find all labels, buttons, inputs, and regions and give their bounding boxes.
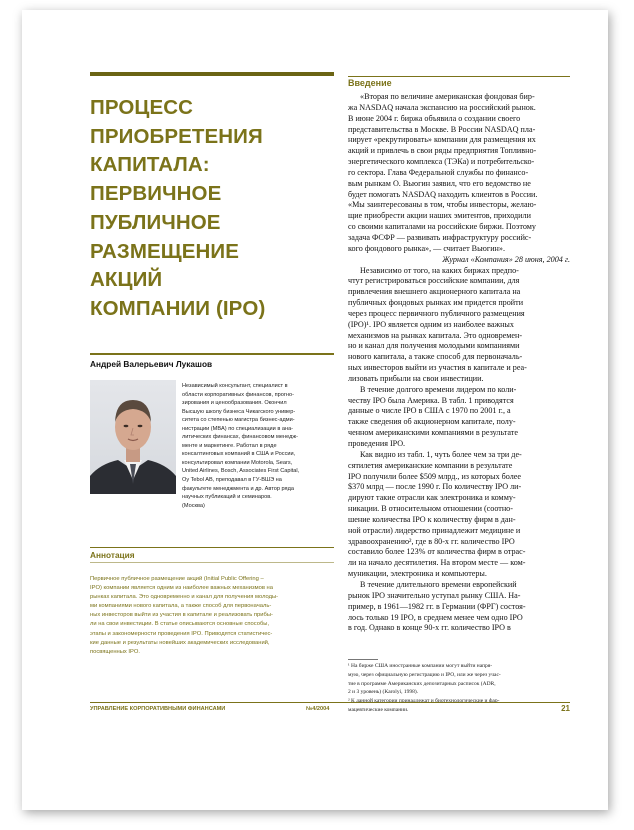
body-line: честву IPO была Америка. В табл. 1 приводятся [348, 395, 514, 405]
bio-line: ситета со степенью магистра бизнес-адми- [182, 417, 295, 424]
body-line: никации. В относительном отношении (соотно- [348, 504, 513, 514]
body-line: нового капитала, а также способ для первоначаль- [348, 352, 523, 362]
body-line: нирует «рекрутировать» компании для размещения их [348, 135, 536, 145]
body-line: механизмов на рынках капитала. Это одновремен- [348, 330, 523, 340]
footer-rule [90, 702, 570, 703]
title-line: КАПИТАЛА: [90, 153, 210, 177]
author-bio [182, 382, 342, 510]
footer-issue: №4/2004 [306, 706, 330, 712]
body-line: вым рынкам О. Вьюгин заявил, что его ведомство не [348, 178, 531, 188]
body-line: акций и привлечь в свои ряды предприятия Топливно- [348, 146, 537, 156]
bio-line: факультете менеджмента и др. Автор ряда [182, 485, 294, 492]
body-line: представительства в Москве. В России NASDAQ пла- [348, 124, 536, 134]
bio-line: литических финансах, финансовом менедж- [182, 434, 298, 441]
abstract-underline [90, 562, 334, 563]
title-line: РАЗМЕЩЕНИЕ [90, 239, 240, 263]
title-line: ПЕРВИЧНОЕ [90, 182, 222, 206]
bio-line: нистрации (MBA) по специализации в ана- [182, 425, 294, 432]
abstract-line: ных инвесторов выйти из участия в капитале и реализовать прибы- [90, 612, 273, 619]
title-line: АКЦИЙ [90, 268, 163, 292]
body-line: также сведения об акционерном капитале, полу- [348, 417, 516, 427]
body-line: ченном американскими компаниями в результате [348, 428, 518, 438]
abstract-line: ли на свои инвестиции. В статье описываются основные способы, [90, 621, 270, 628]
bio-line: Независимый консультант, специалист в [182, 383, 288, 389]
body-line: проведения IPO. [348, 439, 406, 448]
body-line: IPO получили более $509 млрд., из которых более [348, 471, 522, 481]
page-number: 21 [561, 704, 570, 713]
body-line: чтут регистрироваться российские компании, для [348, 276, 520, 286]
body-line: Журнал «Компания» 28 июня, 2004 г. [442, 254, 570, 264]
article-page [22, 10, 608, 810]
body-line: Независимо от того, на каких биржах предпо- [360, 265, 519, 275]
abstract-text [90, 575, 334, 657]
bio-line: зирования и ценообразования. Окончил [182, 400, 287, 407]
body-line: муникации, электроника и компьютеры. [348, 569, 487, 579]
body-line: публичных фондовых рынках им придется пройти [348, 298, 524, 308]
body-line: В течение длительного времени европейский [360, 579, 517, 589]
footnotes [348, 662, 570, 715]
body-line: но и канал для получения молодыми компаниями [348, 341, 520, 351]
body-line: В июне 2004 г. биржа объявила о создании своего [348, 113, 521, 123]
title-line: ПУБЛИЧНОЕ [90, 210, 221, 234]
body-line: кого фондового рынка», — считает Вьюгин». [348, 243, 505, 253]
bio-line: Высшую школу бизнеса Чикагского универ- [182, 408, 296, 415]
intro-heading: Введение [348, 78, 392, 88]
title-line: ПРИОБРЕТЕНИЯ [90, 124, 263, 148]
abstract-top-rule [90, 547, 334, 548]
footnote-line: мую, через официальную регистрацию и IPO, или же через учас- [348, 671, 501, 678]
bio-line: научных публикаций и семинаров. [182, 494, 272, 501]
body-line: будет помогать NASDAQ находить клиентов в России. [348, 189, 538, 199]
body-line: пример, в 1961—1982 гг. в Германии (ФРГ) состоя- [348, 601, 526, 611]
body-line: шение количества IPO к количеству фирм в дан- [348, 514, 516, 524]
footnote-line: ¹ На бирже США иностранные компании могут выйти напря- [348, 663, 493, 669]
abstract-line: рынках капитала. Это одновременно и канал для получения молоды- [90, 594, 279, 601]
abstract-line: посвященных IPO. [90, 648, 141, 655]
bio-line: менте и маркетинге. Работал в ряде [182, 442, 277, 449]
body-line: ных инвесторов выйти из участия в капитале и реа- [348, 363, 527, 373]
body-line: $370 млрд — после 1990 г. По количеству IPO ли- [348, 482, 522, 492]
intro-rule [348, 76, 570, 77]
bio-line: (Москва) [182, 502, 205, 509]
abstract-line: Первичное публичное размещение акций (Initial Public Offering – [90, 576, 264, 582]
body-line: данные о числе IPO в США с 1970 по 2001 г., а [348, 406, 511, 416]
body-line: го сектора. Глава Федеральной службы по финансо- [348, 167, 529, 177]
footnote-rule [348, 659, 378, 660]
abstract-line: ми компаниями нового капитала, а также способ для первоначаль- [90, 603, 272, 610]
body-line: В течение долгого времени лидером по коли- [360, 384, 517, 394]
bio-line: области корпоративных финансов, прогно- [182, 391, 294, 398]
abstract-line: этапы и закономерности проведения IPO. Приводятся статистичес- [90, 630, 273, 637]
body-line: Как видно из табл. 1, чуть более чем за три де- [360, 449, 522, 459]
footnote-line: тие в программе Американских депозитарных расписок (ADR, [348, 680, 496, 687]
body-line: лось только 19 IPO, в среднем менее чем одно IPO [348, 612, 523, 622]
author-name: Андрей Валерьевич Лукашов [90, 359, 213, 369]
body-line: щие приобрести акции наших эмитентов, приходили [348, 211, 531, 221]
body-line: энергетического комплекса (ТЭКа) и потребительско- [348, 157, 535, 167]
body-line: рынок IPO значительно уступал рынку США. На- [348, 590, 521, 600]
article-title [90, 94, 330, 324]
body-line: здравоохранению², где в 80-х гг. количество IPO [348, 536, 515, 546]
body-line: сятилетия американские компании в результате [348, 460, 513, 470]
body-line: лизовать прибыли на свои инвестиции. [348, 373, 484, 383]
body-line: «Вторая по величине американская фондовая бир- [360, 92, 535, 101]
body-line: ной отрасли) лидерство принадлежит медицине и [348, 525, 521, 535]
abstract-line: кие данные и результаты новейших академических исследований, [90, 639, 270, 646]
body-line: «Мы заинтересованы в том, чтобы инвесторы, желаю- [348, 200, 537, 210]
body-line: составило более 123% от количества фирм в отрас- [348, 547, 526, 557]
author-photo [90, 380, 176, 494]
bio-line: Oy Tebol AB, преподавал в ГУ-ВШЭ на [182, 477, 282, 484]
footer-journal-name: УПРАВЛЕНИЕ КОРПОРАТИВНЫМИ ФИНАНСАМИ [90, 706, 226, 712]
title-line: КОМПАНИИ (IPO) [90, 296, 266, 320]
body-line: привлечения внешнего акционерного капитала на [348, 287, 521, 297]
body-line: через процесс первичного публичного размещения [348, 308, 525, 318]
body-line: (IPO)¹. IPO является одним из наиболее важных [348, 319, 514, 329]
footnote-line: 2 и 3 уровень) (Karolyi, 1998). [348, 689, 419, 696]
body-line: жа NASDAQ начала экспансию на российский рынок. [348, 102, 536, 112]
abstract-line: IPO) компании является одним из наиболее важных механизмов на [90, 585, 273, 592]
body-line: ли на начало десятилетия. На втором месте — ком- [348, 558, 526, 568]
bio-line: консультировал компании Motorola, Sears, [182, 459, 293, 466]
body-line: дируют такие отрасли как электроника и комму- [348, 493, 516, 503]
title-line: ПРОЦЕСС [90, 96, 194, 119]
article-body [348, 92, 570, 634]
title-top-rule [90, 72, 334, 76]
body-line: задача ФСФР — развивать инфраструктуру российс- [348, 232, 532, 242]
footnote-line: мацевтические компании. [348, 706, 409, 713]
author-rule [90, 353, 334, 355]
body-line: в год. Однако в конце 90-х гг. количество IPO в [348, 623, 511, 633]
bio-line: United Airlines, Bosch, Associates First Capital, [182, 468, 300, 475]
body-line: со своими капиталами на российские биржи. Поэтому [348, 222, 536, 232]
abstract-heading: Аннотация [90, 550, 135, 560]
bio-line: консалтинговых компаний в США и России, [182, 451, 296, 458]
